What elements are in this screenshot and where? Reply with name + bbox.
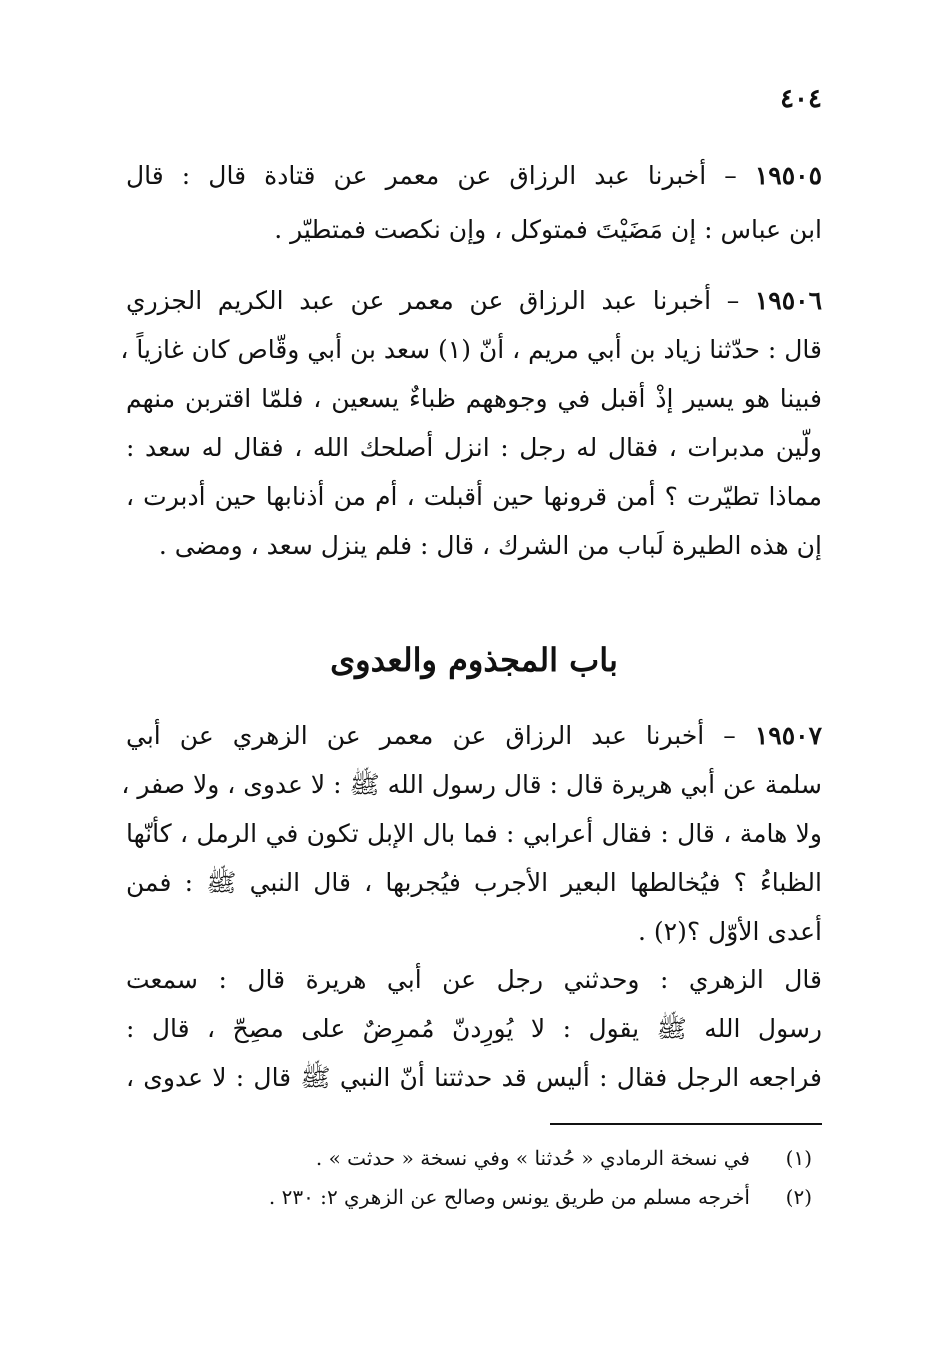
page-number: ٤٠٤ bbox=[780, 84, 822, 114]
hadith-19507-line-1: ١٩٥٠٧ – أخبرنا عبد الرزاق عن معمر عن الزهري عن أبي bbox=[126, 721, 822, 750]
hadith-number: ١٩٥٠٦ bbox=[754, 286, 823, 315]
hadith-19507-line-3: ولا هامة ، قال : فقال أعرابي : فما بال الإبل تكون في الرمل ، كأنّها bbox=[126, 819, 822, 848]
hadith-number: ١٩٥٠٧ bbox=[754, 721, 822, 750]
hadith-19505-line-1: ١٩٥٠٥ – أخبرنا عبد الرزاق عن معمر عن قتادة قال : قال bbox=[126, 161, 822, 190]
footnote-1 bbox=[126, 1143, 812, 1173]
hadith-19506-line-5: مماذا تطيّرت ؟ أمن قرونها حين أقبلت ، أم من أذنابها حين أدبرت ، bbox=[126, 482, 822, 511]
chapter-heading: باب المجذوم والعدوى bbox=[330, 641, 618, 679]
hadith-19506-line-3: فبينا هو يسير إذْ أقبل في وجوههم ظباءٌ يسعين ، فلمّا اقتربن منهم bbox=[126, 384, 822, 413]
zuhri-line-2: رسول الله ﷺ يقول : لا يُورِدنّ مُمرِضٌ على مصِحّ ، قال : bbox=[126, 1014, 822, 1043]
zuhri-line-1: قال الزهري : وحدثني رجل عن أبي هريرة قال : سمعت bbox=[126, 965, 822, 994]
hadith-19506-line-4: ولّين مدبرات ، فقال له رجل : انزل أصلحك الله ، فقال له سعد : bbox=[126, 433, 822, 462]
footnote-separator bbox=[550, 1123, 822, 1125]
footnote-marker: (٢) bbox=[785, 1185, 812, 1209]
hadith-19507-line-4: الظباءُ ؟ فيُخالطها البعير الأجرب فيُجربها ، قال النبي ﷺ : فمن bbox=[126, 868, 822, 897]
hadith-19507-line-2: سلمة عن أبي هريرة قال : قال رسول الله ﷺ : لا عدوى ، ولا صفر ، bbox=[121, 770, 822, 799]
hadith-19506-line-1: ١٩٥٠٦ – أخبرنا عبد الرزاق عن معمر عن عبد الكريم الجزري bbox=[126, 286, 823, 315]
footnote-marker: (١) bbox=[785, 1146, 812, 1170]
footnote-text: في نسخة الرمادي « حُدثنا » وفي نسخة « حدثت » . bbox=[315, 1146, 750, 1170]
zuhri-line-3: فراجعه الرجل فقال : أليس قد حدثتنا أنّ النبي ﷺ قال : لا عدوى ، bbox=[126, 1063, 822, 1092]
hadith-19506-line-6: إن هذه الطيرة لَباب من الشرك ، قال : فلم ينزل سعد ، ومضى . bbox=[158, 531, 822, 560]
footnote-2 bbox=[126, 1182, 812, 1212]
hadith-number: ١٩٥٠٥ bbox=[754, 161, 822, 190]
footnote-text: أخرجه مسلم من طريق يونس وصالح عن الزهري ٢: ٢٣٠ . bbox=[268, 1185, 750, 1209]
hadith-19506-line-2: قال : حدّثنا زياد بن أبي مريم ، أنّ (١) سعد بن أبي وقّاص كان غازياً ، bbox=[120, 335, 822, 364]
hadith-19507-line-5: أعدى الأوّل ؟(٢) . bbox=[637, 917, 822, 946]
hadith-19505-line-2: ابن عباس : إن مَضَيْتَ فمتوكل ، وإن نكصت فمتطيّر . bbox=[274, 215, 822, 244]
